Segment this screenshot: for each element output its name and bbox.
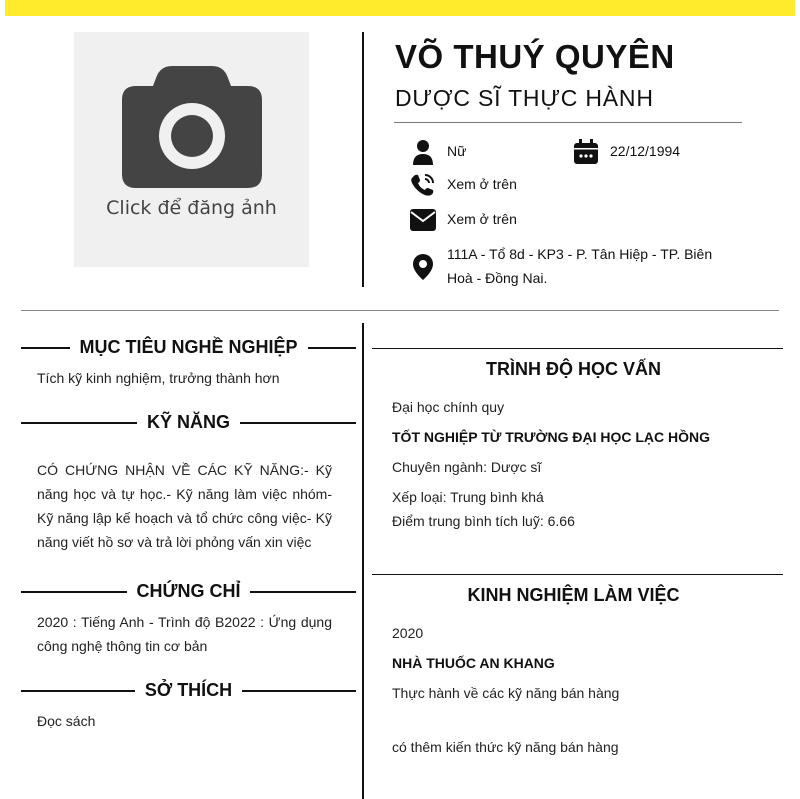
heading-label: KỸ NĂNG <box>147 412 231 432</box>
experience-desc-2[interactable]: có thêm kiến thức kỹ năng bán hàng <box>392 739 619 755</box>
objective-text[interactable]: Tích kỹ kinh nghiệm, trưởng thành hơn <box>37 370 280 386</box>
heading-rule <box>308 347 357 349</box>
education-major[interactable]: Chuyên ngành: Dược sĩ <box>392 459 542 475</box>
divider-horizontal <box>21 310 779 311</box>
phone-value: Xem ở trên <box>447 176 517 192</box>
gender-field[interactable] <box>409 139 466 165</box>
heading-rule <box>250 591 356 593</box>
job-title[interactable]: DƯỢC SĨ THỰC HÀNH <box>395 85 654 111</box>
heading-rule <box>242 690 356 692</box>
education-rank[interactable]: Xếp loại: Trung bình khá <box>392 489 544 505</box>
location-pin-icon <box>409 254 437 280</box>
heading-label: MỤC TIÊU NGHỀ NGHIỆP <box>79 337 298 357</box>
section-rule-experience <box>372 574 783 575</box>
heading-rule <box>21 422 137 424</box>
section-heading-experience: KINH NGHIỆM LÀM VIỆC <box>467 585 680 605</box>
heading-rule <box>21 347 70 349</box>
hobbies-text[interactable]: Đọc sách <box>37 713 96 729</box>
phone-field[interactable] <box>409 172 517 198</box>
photo-upload-label: Click để đăng ảnh <box>106 197 277 219</box>
skills-text[interactable]: CÓ CHỨNG NHẬN VỀ CÁC KỸ NĂNG:- Kỹ năng học và tự học.- Kỹ năng làm việc nhóm- Kỹ năng lập kế hoạch và tổ chức công việc- Kỹ năng viết hồ sơ và trả lời phỏng vấn xin việc <box>37 462 332 550</box>
photo-upload[interactable] <box>74 32 309 267</box>
heading-rule <box>240 422 356 424</box>
accent-bar <box>5 0 795 16</box>
phone-icon <box>409 172 437 198</box>
candidate-name[interactable]: VÕ THUÝ QUYÊN <box>395 38 675 75</box>
divider-vertical <box>362 32 364 287</box>
address-value <box>447 242 712 290</box>
address-field[interactable] <box>409 242 712 290</box>
birthday-field[interactable] <box>572 139 680 165</box>
section-heading-certificates <box>21 581 356 602</box>
section-rule-education <box>372 348 783 349</box>
education-type[interactable]: Đại học chính quy <box>392 399 505 415</box>
education-school[interactable]: TỐT NGHIỆP TỪ TRƯỜNG ĐẠI HỌC LẠC HỒNG <box>392 429 711 445</box>
section-heading-skills <box>21 412 356 433</box>
calendar-icon <box>572 139 600 165</box>
section-heading-education: TRÌNH ĐỘ HỌC VẤN <box>486 359 661 379</box>
section-heading-hobbies <box>21 680 356 701</box>
divider-vertical-bottom <box>362 323 364 799</box>
experience-desc-1[interactable]: Thực hành về các kỹ năng bán hàng <box>392 685 620 701</box>
mail-icon <box>409 207 437 233</box>
user-icon <box>409 139 437 165</box>
camera-icon <box>122 66 262 188</box>
email-value: Xem ở trên <box>447 211 517 227</box>
birthday-value: 22/12/1994 <box>610 143 681 159</box>
heading-rule <box>21 591 127 593</box>
address-line-1: 111A - Tổ 8d - KP3 - P. Tân Hiệp - TP. Biên <box>447 246 713 262</box>
heading-rule <box>21 690 135 692</box>
email-field[interactable] <box>409 207 517 233</box>
gender-value: Nữ <box>447 143 467 159</box>
heading-label: SỞ THÍCH <box>144 680 233 700</box>
experience-company[interactable]: NHÀ THUỐC AN KHANG <box>392 655 555 671</box>
divider <box>394 122 742 123</box>
education-gpa[interactable]: Điểm trung bình tích luỹ: 6.66 <box>392 513 575 529</box>
certificates-text[interactable]: 2020 : Tiếng Anh - Trình độ B2022 : Ứng dụng công nghệ thông tin cơ bản <box>37 614 332 654</box>
address-line-2: Hoà - Đồng Nai. <box>447 270 548 286</box>
heading-label: CHỨNG CHỈ <box>136 581 241 601</box>
experience-year[interactable]: 2020 <box>392 625 424 641</box>
section-heading-objective <box>21 337 356 358</box>
